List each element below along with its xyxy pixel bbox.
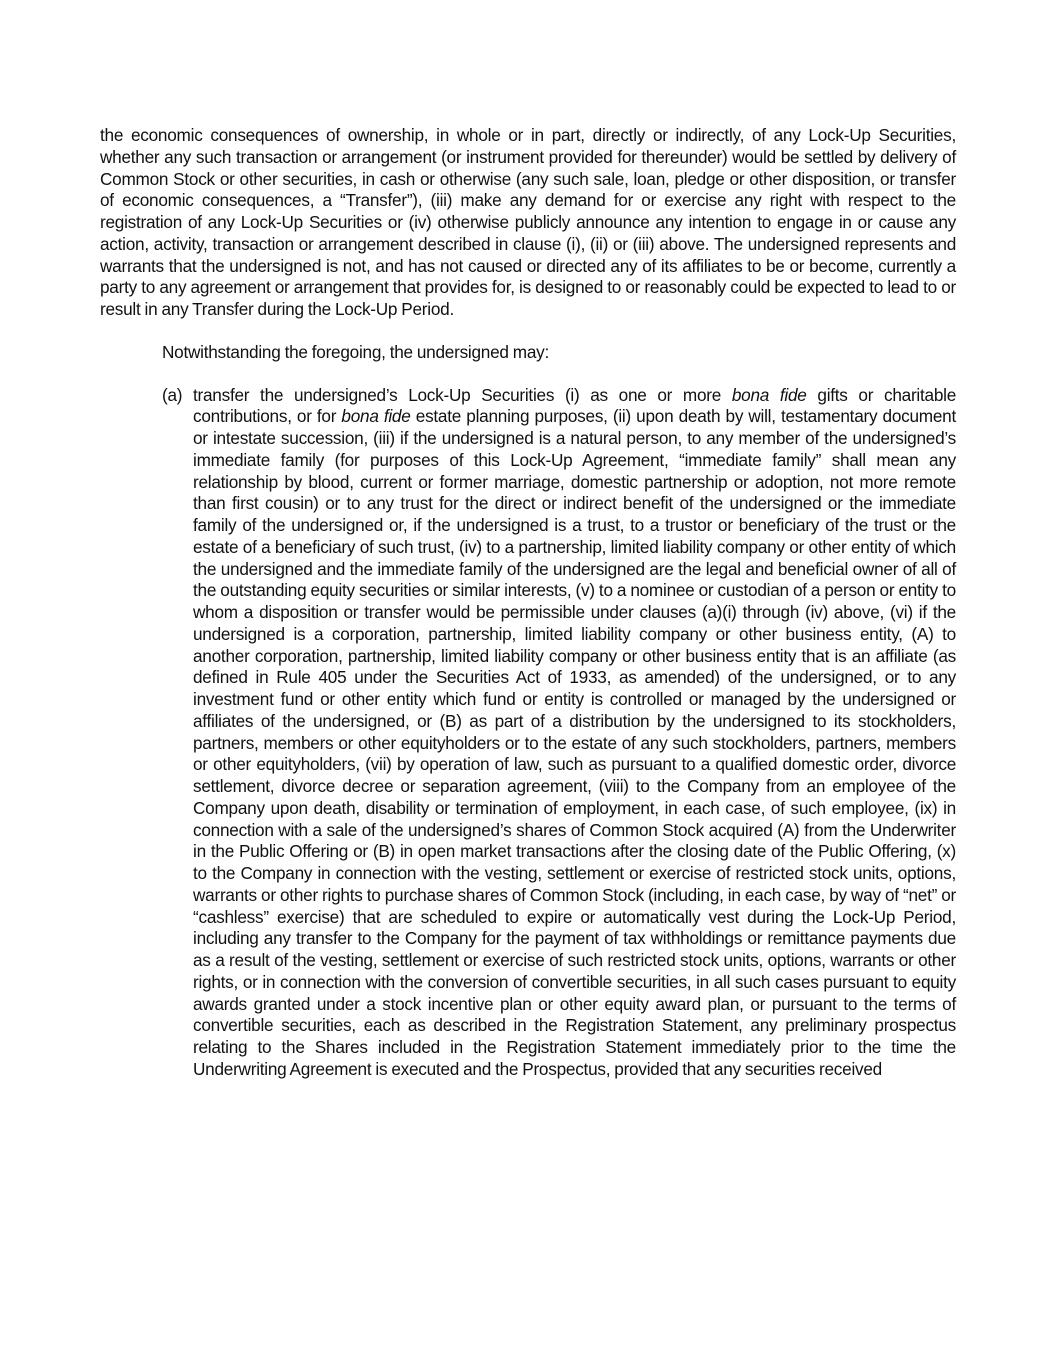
clause-a-italic-1: bona fide <box>731 384 807 405</box>
clause-a-text-2: gifts or charitable contributions, or for <box>193 384 957 427</box>
document-page <box>100 125 956 1081</box>
paragraph-notwithstanding: Notwithstanding the foregoing, the undersigned may: <box>162 341 550 362</box>
clause-a-label: (a) <box>162 384 183 405</box>
clause-a-italic-2: bona fide <box>341 406 411 427</box>
paragraph-transfer-restrictions: the economic consequences of ownership, in whole or in part, directly or indirectly, of any Lock-Up Securities, whether any such transaction or arrangement (or instrument provided for thereunder) would be settled by delivery of Common Stock or other securities, in cash or otherwise (any such sale, loan, pledge or other disposition, or transfer of economic consequences, a “Transfer”), (iii) make any demand for or exercise any right with respect to the registration of any Lock-Up Securities or (iv) otherwise publicly announce any intention to engage in or cause any action, activity, transaction or arrangement described in clause (i), (ii) or (iii) above. The undersigned represents and warrants that the undersigned is not, and has not caused or directed any of its affiliates to be or become, currently a party to any agreement or arrangement that provides for, is designed to or reasonably could be expected to lead to or result in any Transfer during the Lock-Up Period. <box>100 125 956 319</box>
clause-a-text-3: estate planning purposes, (ii) upon death by will, testamentary document or intestate succession, (iii) if the undersigned is a natural person, to any member of the undersigned’s immediate family (for purposes of this Lock-Up Agreement, “immediate family” shall mean any relationship by blood, current or former marriage, domestic partnership or adoption, not more remote than first cousin) or to any trust for the direct or indirect benefit of the undersigned or the immediate family of the undersigned or, if the undersigned is a trust, to a trustor or beneficiary of the trust or the estate of a beneficiary of such trust, (iv) to a partnership, limited liability company or other entity of which the undersigned and the immediate family of the undersigned are the legal and beneficial owner of all of the outstanding equity securities or similar interests, (v) to a nominee or custodian of a person or entity to whom a disposition or transfer would be permissible under clauses (a)(i) through (iv) above, (vi) if the undersigned is a corporation, partnership, limited liability company or other business entity, (A) to another corporation, partnership, limited liability company or other business entity that is an affiliate (as defined in Rule 405 under the Securities Act of 1933, as amended) of the undersigned, or to any investment fund or other entity which fund or entity is controlled or managed by the undersigned or affiliates of the undersigned, or (B) as part of a distribution by the undersigned to its stockholders, partners, members or other equityholders or to the estate of any such stockholders, partners, members or other equityholders, (vii) by operation of law, such as pursuant to a qualified domestic order, divorce settlement, divorce decree or separation agreement, (viii) to the Company from an employee of the Company upon death, disability or termination of employment, in each case, of such employee, (ix) in connection with a sale of the undersigned’s shares of Common Stock acquired (A) from the Underwriter in the Public Offering or (B) in open market transactions after the closing date of the Public Offering, (x) to the Company in connection with the vesting, settlement or exercise of restricted stock units, options, warrants or other rights to purchase shares of Common Stock (including, in each case, by way of “net” or “cashless” exercise) that are scheduled to expire or automatically vest during the Lock-Up Period, including any transfer to the Company for the payment of tax withholdings or remittance payments due as a result of the vesting, settlement or exercise of such restricted stock units, options, warrants or other rights, or in connection with the conversion of convertible securities, in all such cases pursuant to equity awards granted under a stock incentive plan or other equity award plan, or pursuant to the terms of convertible securities, each as described in the Registration Statement, any preliminary prospectus relating to the Shares included in the Registration Statement immediately prior to the time the Underwriting Agreement is executed and the Prospectus, provided that any securities received <box>193 406 956 1079</box>
clause-a <box>100 385 956 1081</box>
clause-a-text-1: transfer the undersigned’s Lock-Up Securities (i) as one or more <box>193 384 732 405</box>
